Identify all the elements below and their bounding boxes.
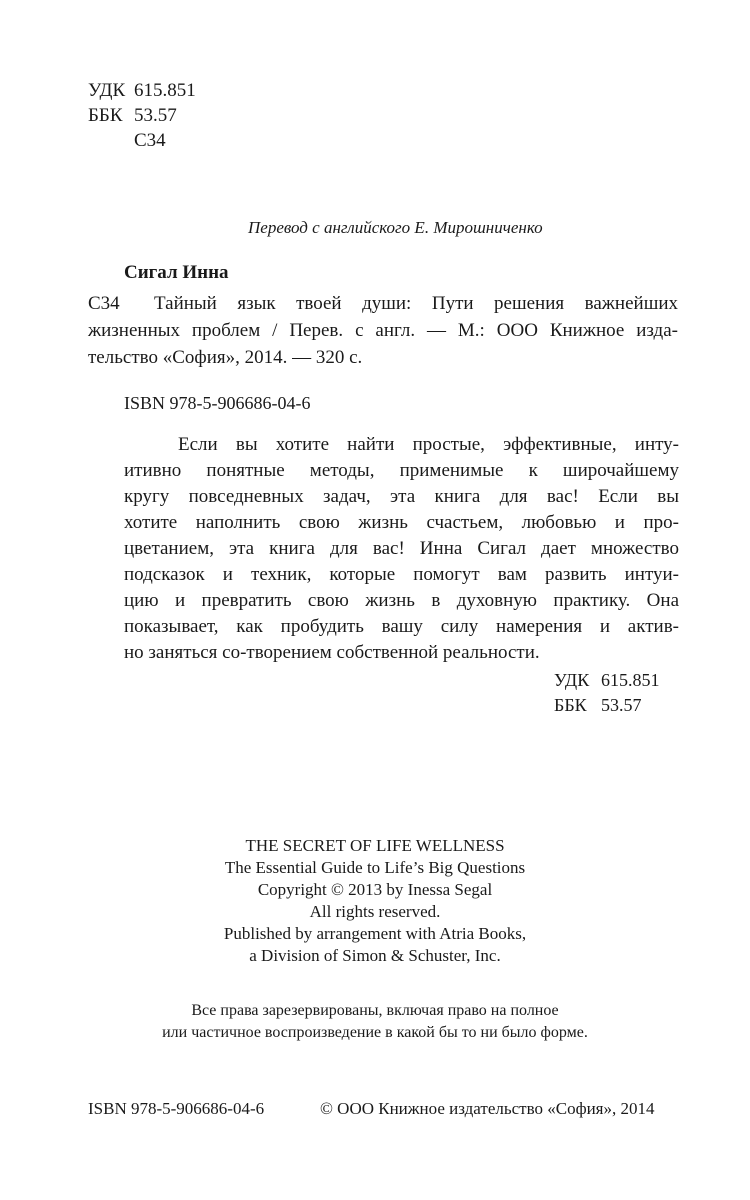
abstract-line: кругу повседневных задач, эта книга для вас! Если вы [124,486,679,507]
footer-isbn: ISBN 978-5-906686-04-6 [88,1099,265,1118]
original-publisher: Published by arrangement with Atria Books, [223,924,527,943]
abstract [124,432,679,666]
bibliographic-citation [88,290,678,371]
original-edition-info [0,835,750,967]
bbk-value: 53.57 [134,105,177,126]
original-rights: All rights reserved. [309,902,441,921]
citation-code: С34 [88,293,120,314]
abstract-line: но заняться со-творением собственной реальности. [124,642,540,663]
bbk-value: 53.57 [601,695,642,715]
translator-credit: Перевод с английского Е. Мирошниченко [248,218,543,237]
abstract-line: хотите наполнить свою жизнь счастьем, любовью и про- [124,512,679,533]
rights-notice [0,1000,750,1044]
isbn: ISBN 978-5-906686-04-6 [124,393,311,413]
udk-label: УДК [554,670,590,690]
citation-first-line-wrap [154,290,678,317]
abstract-line: показывает, как пробудить вашу силу намерения и актив- [124,616,679,637]
original-subtitle: The Essential Guide to Life’s Big Questions [224,858,526,877]
abstract-line: подсказок и техник, которые помогут вам развить интуи- [124,564,679,585]
citation-line: тельство «София», 2014. — 320 с. [88,347,363,368]
abstract-line: цию и превратить свою жизнь в духовную практику. Она [124,590,679,611]
citation-line: жизненных проблем / Перев. с англ. — М.: ООО Книжное изда- [88,320,678,341]
bbk-row [554,693,660,718]
abstract-codes [554,668,660,718]
udk-label: УДК [88,80,126,101]
author-mark: С34 [134,130,166,151]
udk-row [554,668,660,693]
original-copyright: Copyright © 2013 by Inessa Segal [257,880,493,899]
udk-row [88,78,196,103]
bbk-label: ББК [554,695,587,715]
citation-line: Тайный язык твоей души: Пути решения важнейших [154,293,678,314]
author-name: Сигал Инна [124,262,229,283]
classification-codes [88,78,196,153]
abstract-line: итивно понятные методы, применимые к широчайшему [124,460,679,481]
bbk-row [88,103,196,128]
bbk-label: ББК [88,105,123,126]
original-title: THE SECRET OF LIFE WELLNESS [245,836,505,855]
original-publisher-division: a Division of Simon & Schuster, Inc. [249,946,501,965]
abstract-line: цветанием, эта книга для вас! Инна Сигал дает множество [124,538,679,559]
rights-line: Все права зарезервированы, включая право на полное [191,1002,559,1019]
rights-line: или частичное воспроизведение в какой бы то ни было форме. [162,1024,588,1041]
footer-copyright: © ООО Книжное издательство «София», 2014 [320,1099,655,1118]
abstract-line: Если вы хотите найти простые, эффективные, инту- [178,434,679,455]
udk-value: 615.851 [601,670,660,690]
udk-value: 615.851 [134,80,196,101]
